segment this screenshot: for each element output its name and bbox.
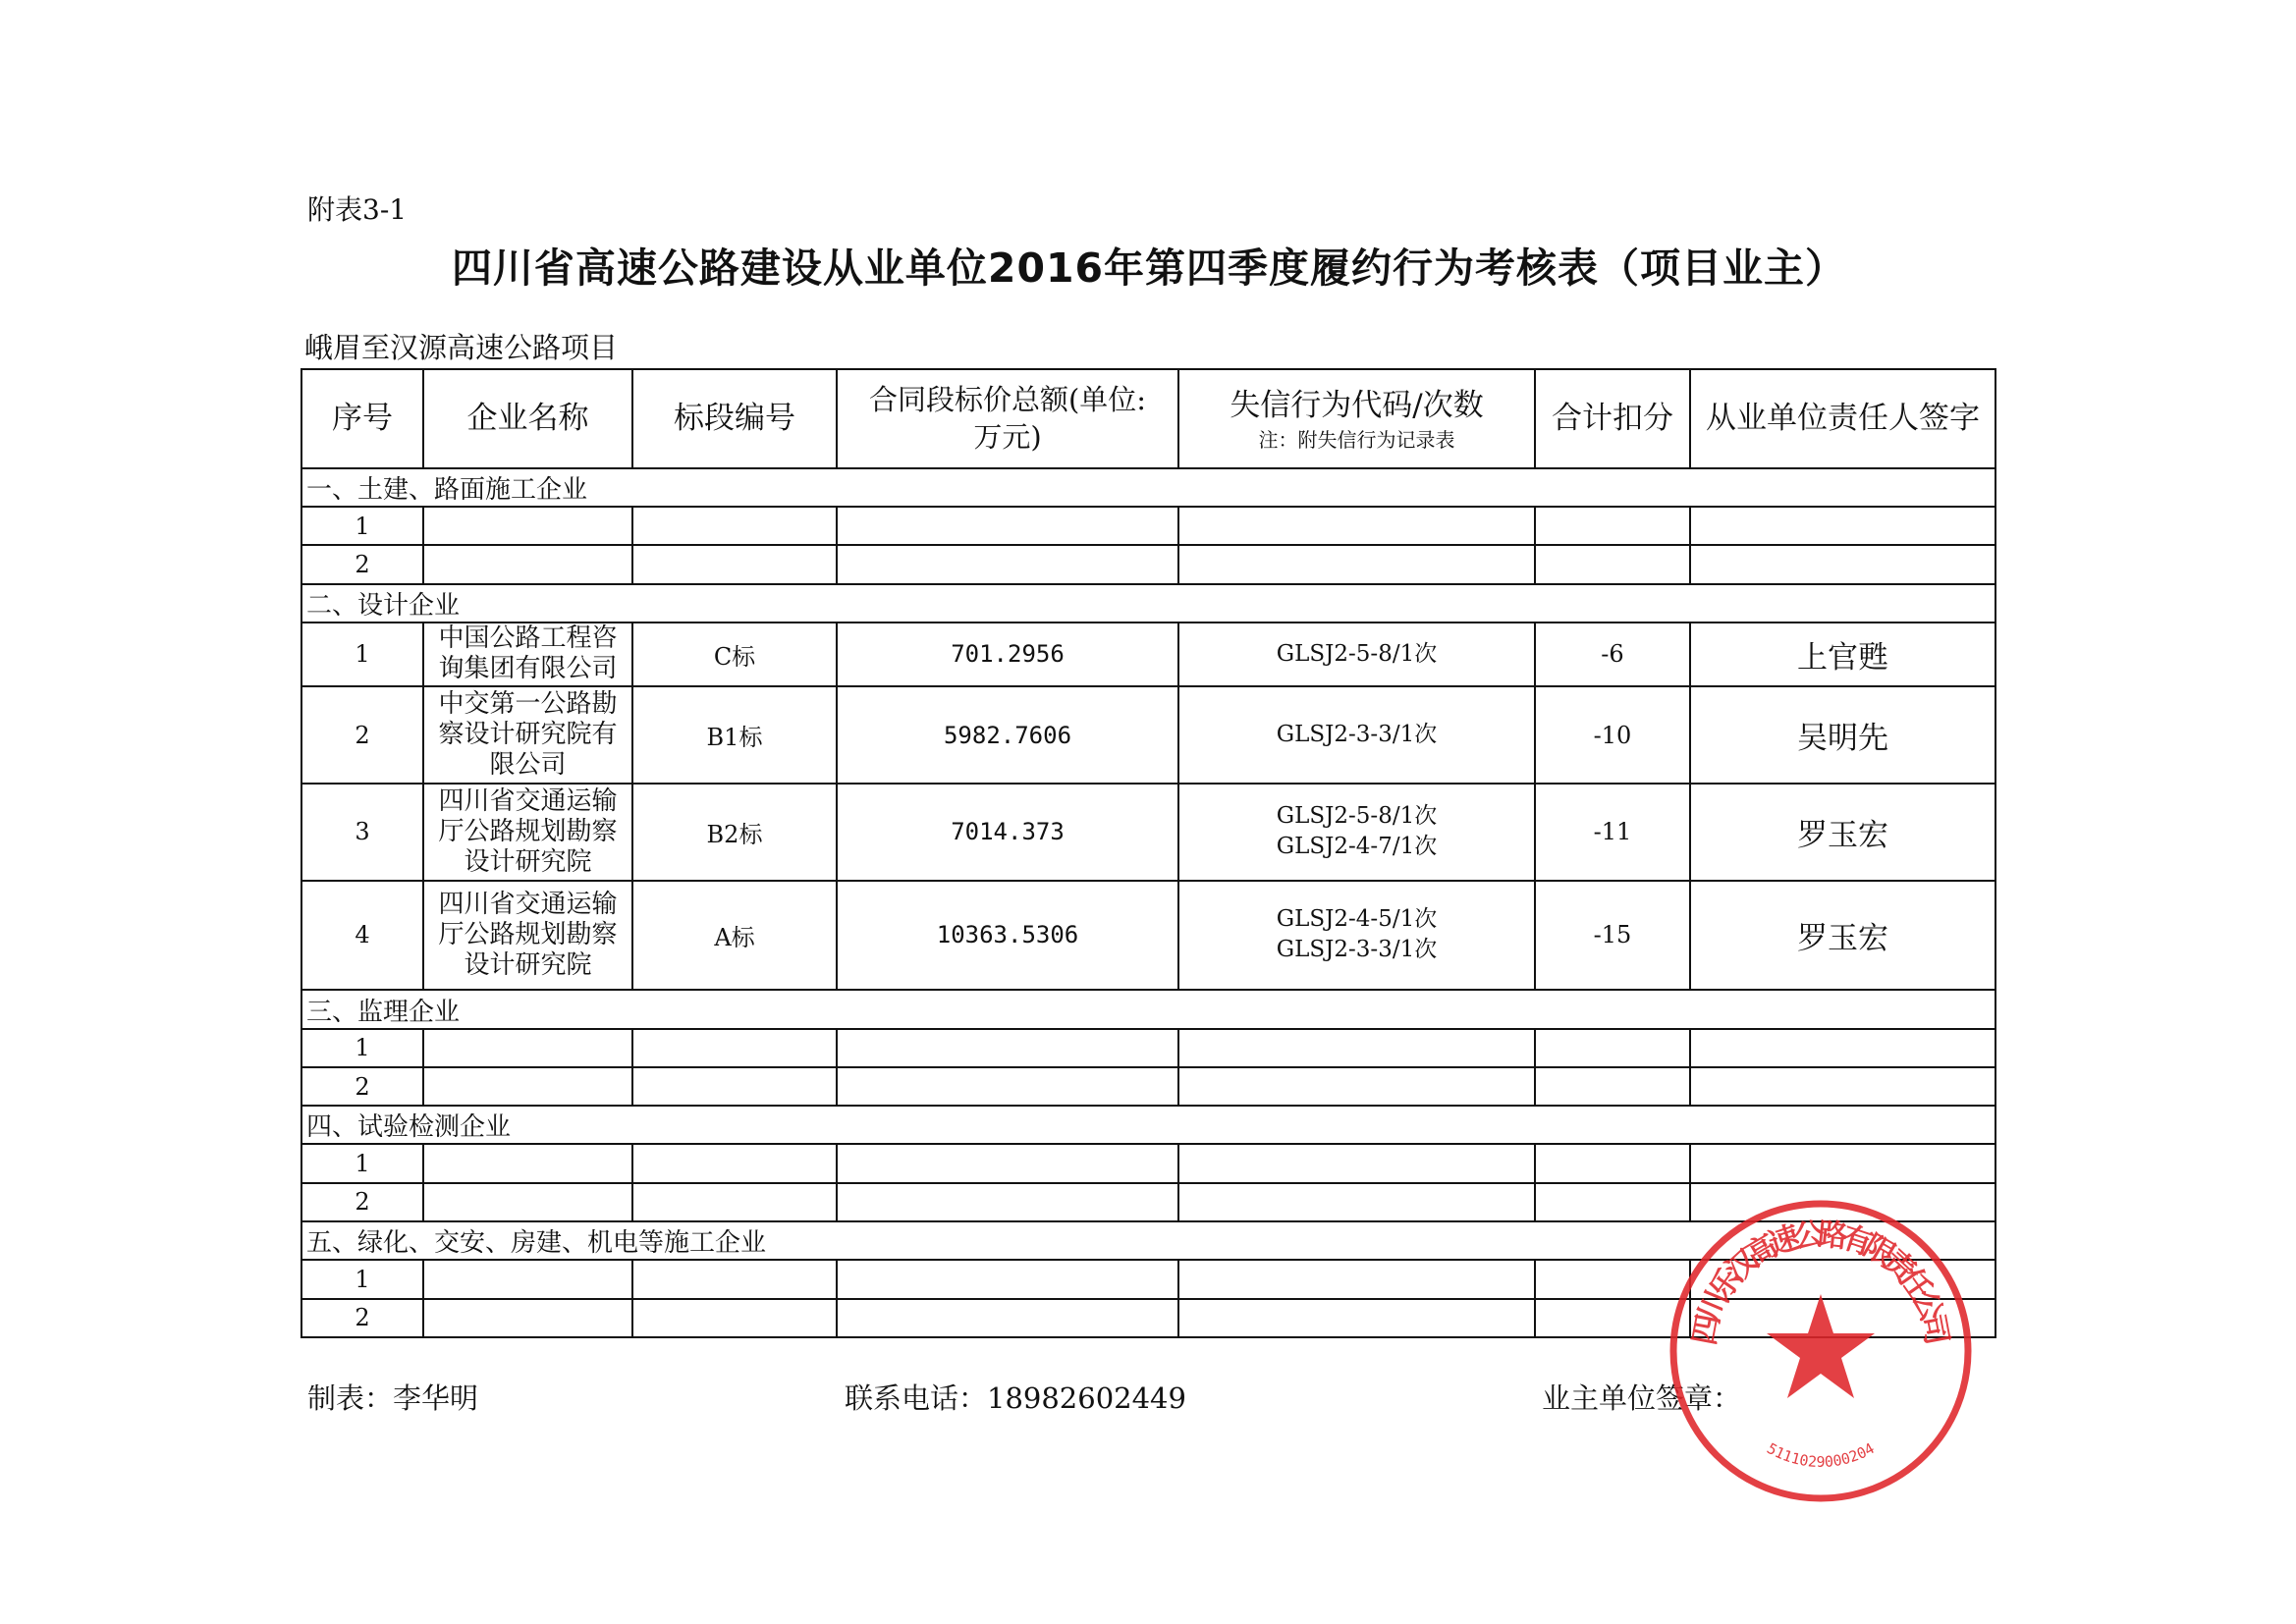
company-line: 四川省交通运输 xyxy=(438,889,618,919)
company-line: 设计研究院 xyxy=(464,949,592,980)
page-title: 四川省高速公路建设从业单位2016年第四季度履约行为考核表（项目业主） xyxy=(451,244,1847,292)
table-row xyxy=(301,1067,1995,1106)
amount-cell: 5982.7606 xyxy=(837,686,1178,784)
table-row xyxy=(301,686,1995,784)
section-title: 一、土建、路面施工企业 xyxy=(301,468,1995,507)
signer-cell: 罗玉宏 xyxy=(1690,881,1995,991)
company-cell xyxy=(423,623,632,686)
deduction-cell: -15 xyxy=(1535,881,1690,991)
section-title: 四、试验检测企业 xyxy=(301,1106,1995,1144)
project-name: 峨眉至汉源高速公路项目 xyxy=(304,331,619,364)
amount-cell: 10363.5306 xyxy=(837,881,1178,991)
company-line: 限公司 xyxy=(489,750,567,781)
company-cell xyxy=(423,686,632,784)
seq-cell: 2 xyxy=(301,1067,423,1106)
header-section-no: 标段编号 xyxy=(632,369,837,468)
code-cell xyxy=(1178,623,1535,686)
company-line: 设计研究院 xyxy=(464,846,592,877)
header-amount xyxy=(837,369,1178,468)
table-row xyxy=(301,1029,1995,1067)
section-row xyxy=(301,584,1995,623)
seal-code: 5111029000204 xyxy=(1764,1439,1878,1471)
company-line: 询集团有限公司 xyxy=(438,654,618,684)
header-seq: 序号 xyxy=(301,369,423,468)
deduction-cell: -6 xyxy=(1535,623,1690,686)
code-cell xyxy=(1178,784,1535,881)
section-title: 三、监理企业 xyxy=(301,990,1995,1028)
signer-cell: 吴明先 xyxy=(1690,686,1995,784)
table-row xyxy=(301,784,1995,881)
section-no-cell: C标 xyxy=(632,623,837,686)
table-row xyxy=(301,545,1995,583)
seq-cell: 2 xyxy=(301,545,423,583)
signer-cell: 罗玉宏 xyxy=(1690,784,1995,881)
preparer-label: 制表：李华明 xyxy=(307,1381,479,1415)
header-code-line1: 失信行为代码/次数 xyxy=(1230,388,1484,424)
deduction-cell: -11 xyxy=(1535,784,1690,881)
company-seal-stamp xyxy=(1666,1196,1976,1506)
company-line: 厅公路规划勘察 xyxy=(438,919,618,949)
company-line: 中交第一公路勘 xyxy=(438,689,618,720)
company-cell xyxy=(423,881,632,991)
code-line: GLSJ2-3-3/1次 xyxy=(1276,722,1438,748)
seal-org-name: 四川乐汉高速公路有限责任公司 xyxy=(1686,1217,1955,1348)
assessment-table xyxy=(301,368,1996,1338)
deduction-cell: -10 xyxy=(1535,686,1690,784)
seq-cell: 1 xyxy=(301,1260,423,1298)
header-code-note: 注：附失信行为记录表 xyxy=(1258,428,1455,453)
company-line: 厅公路规划勘察 xyxy=(438,816,618,846)
section-no-cell: A标 xyxy=(632,881,837,991)
header-row xyxy=(301,369,1995,468)
amount-cell: 7014.373 xyxy=(837,784,1178,881)
seq-cell: 2 xyxy=(301,686,423,784)
section-no-cell: B1标 xyxy=(632,686,837,784)
header-amount-line2: 万元) xyxy=(973,420,1042,455)
header-deduction: 合计扣分 xyxy=(1535,369,1690,468)
company-line: 四川省交通运输 xyxy=(438,785,618,816)
header-company: 企业名称 xyxy=(423,369,632,468)
section-row xyxy=(301,1106,1995,1144)
code-cell xyxy=(1178,881,1535,991)
company-line: 察设计研究院有 xyxy=(438,720,618,750)
annex-label: 附表3-1 xyxy=(307,193,408,226)
section-no-cell: B2标 xyxy=(632,784,837,881)
code-line: GLSJ2-4-5/1次 xyxy=(1276,906,1438,933)
seal-star xyxy=(1767,1294,1875,1398)
company-cell xyxy=(423,784,632,881)
owner-seal-label: 业主单位签章： xyxy=(1542,1381,1742,1415)
amount-cell: 701.2956 xyxy=(837,623,1178,686)
code-line: GLSJ2-4-7/1次 xyxy=(1276,834,1438,860)
header-signature: 从业单位责任人签字 xyxy=(1690,369,1995,468)
seq-cell: 1 xyxy=(301,1029,423,1067)
header-code xyxy=(1178,369,1535,468)
signer-cell: 上官甦 xyxy=(1690,623,1995,686)
code-line: GLSJ2-3-3/1次 xyxy=(1276,937,1438,963)
code-line: GLSJ2-5-8/1次 xyxy=(1276,640,1438,667)
table-row xyxy=(301,1144,1995,1182)
section-title: 五、绿化、交安、房建、机电等施工企业 xyxy=(301,1221,1995,1260)
section-row xyxy=(301,468,1995,507)
company-line: 中国公路工程咨 xyxy=(438,623,618,654)
header-amount-line1: 合同段标价总额(单位: xyxy=(868,383,1147,417)
seq-cell: 2 xyxy=(301,1299,423,1338)
section-row xyxy=(301,990,1995,1028)
code-line: GLSJ2-5-8/1次 xyxy=(1276,803,1438,830)
seq-cell: 2 xyxy=(301,1183,423,1221)
table-row xyxy=(301,881,1995,991)
code-cell xyxy=(1178,686,1535,784)
seq-cell: 1 xyxy=(301,507,423,545)
table-row xyxy=(301,507,1995,545)
phone-label: 联系电话：18982602449 xyxy=(845,1381,1186,1415)
seq-cell: 1 xyxy=(301,1144,423,1182)
seq-cell: 1 xyxy=(301,623,423,686)
table-row xyxy=(301,623,1995,686)
seq-cell: 3 xyxy=(301,784,423,881)
section-title: 二、设计企业 xyxy=(301,584,1995,623)
seq-cell: 4 xyxy=(301,881,423,991)
